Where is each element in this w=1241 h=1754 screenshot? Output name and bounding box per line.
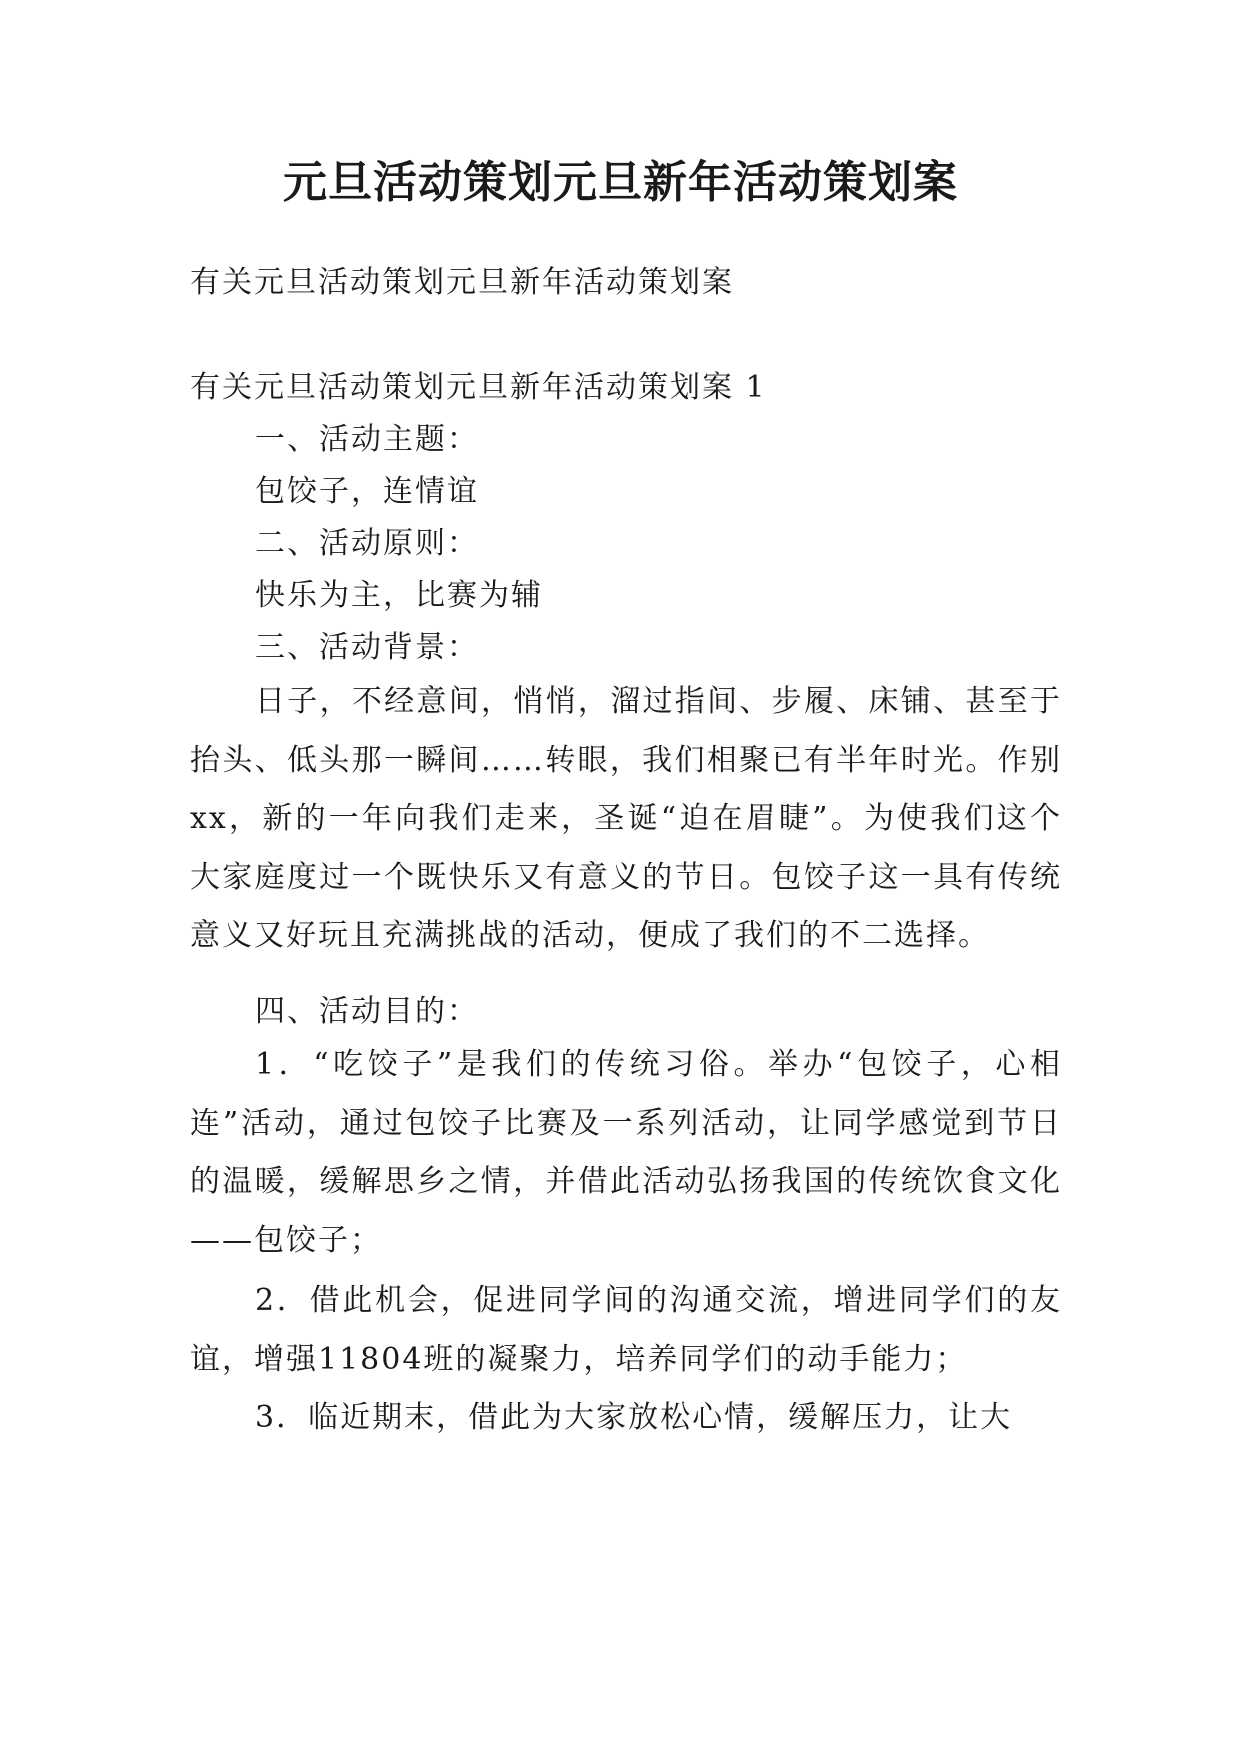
theme-heading: 一、活动主题： <box>255 422 479 457</box>
theme-text: 包饺子，连情谊 <box>255 474 479 509</box>
principle-text: 快乐为主，比赛为辅 <box>255 578 543 613</box>
section-heading: 有关元旦活动策划元旦新年活动策划案 1 <box>190 370 767 405</box>
purpose-item-1: 1．“吃饺子”是我们的传统习俗。举办“包饺子，心相连”活动，通过包饺子比赛及一系列活动，让同学感觉到节日的温暖，缓解思乡之情，并借此活动弘扬我国的传统饮食文化——包饺子； <box>190 1047 1062 1258</box>
purpose-item-2: 2．借此机会，促进同学间的沟通交流，增进同学们的友谊，增强11804班的凝聚力，培养同学们的动手能力； <box>190 1283 1062 1377</box>
document-title: 元旦活动策划元旦新年活动策划案 <box>283 157 958 208</box>
document-subtitle: 有关元旦活动策划元旦新年活动策划案 <box>190 265 734 300</box>
purpose-item-3: 3．临近期末，借此为大家放松心情，缓解压力，让大 <box>255 1400 1013 1435</box>
background-paragraph: 日子，不经意间，悄悄，溜过指间、步履、床铺、甚至于抬头、低头那一瞬间……转眼，我们相聚已有半年时光。作别xx，新的一年向我们走来，圣诞“迫在眉睫”。为使我们这个大家庭度过一个既快乐又有意义的节日。包饺子这一具有传统意义又好玩且充满挑战的活动，便成了我们的不二选择。 <box>190 684 1062 953</box>
purpose-heading: 四、活动目的： <box>255 994 479 1029</box>
background-heading: 三、活动背景： <box>255 630 479 665</box>
principle-heading: 二、活动原则： <box>255 526 479 561</box>
